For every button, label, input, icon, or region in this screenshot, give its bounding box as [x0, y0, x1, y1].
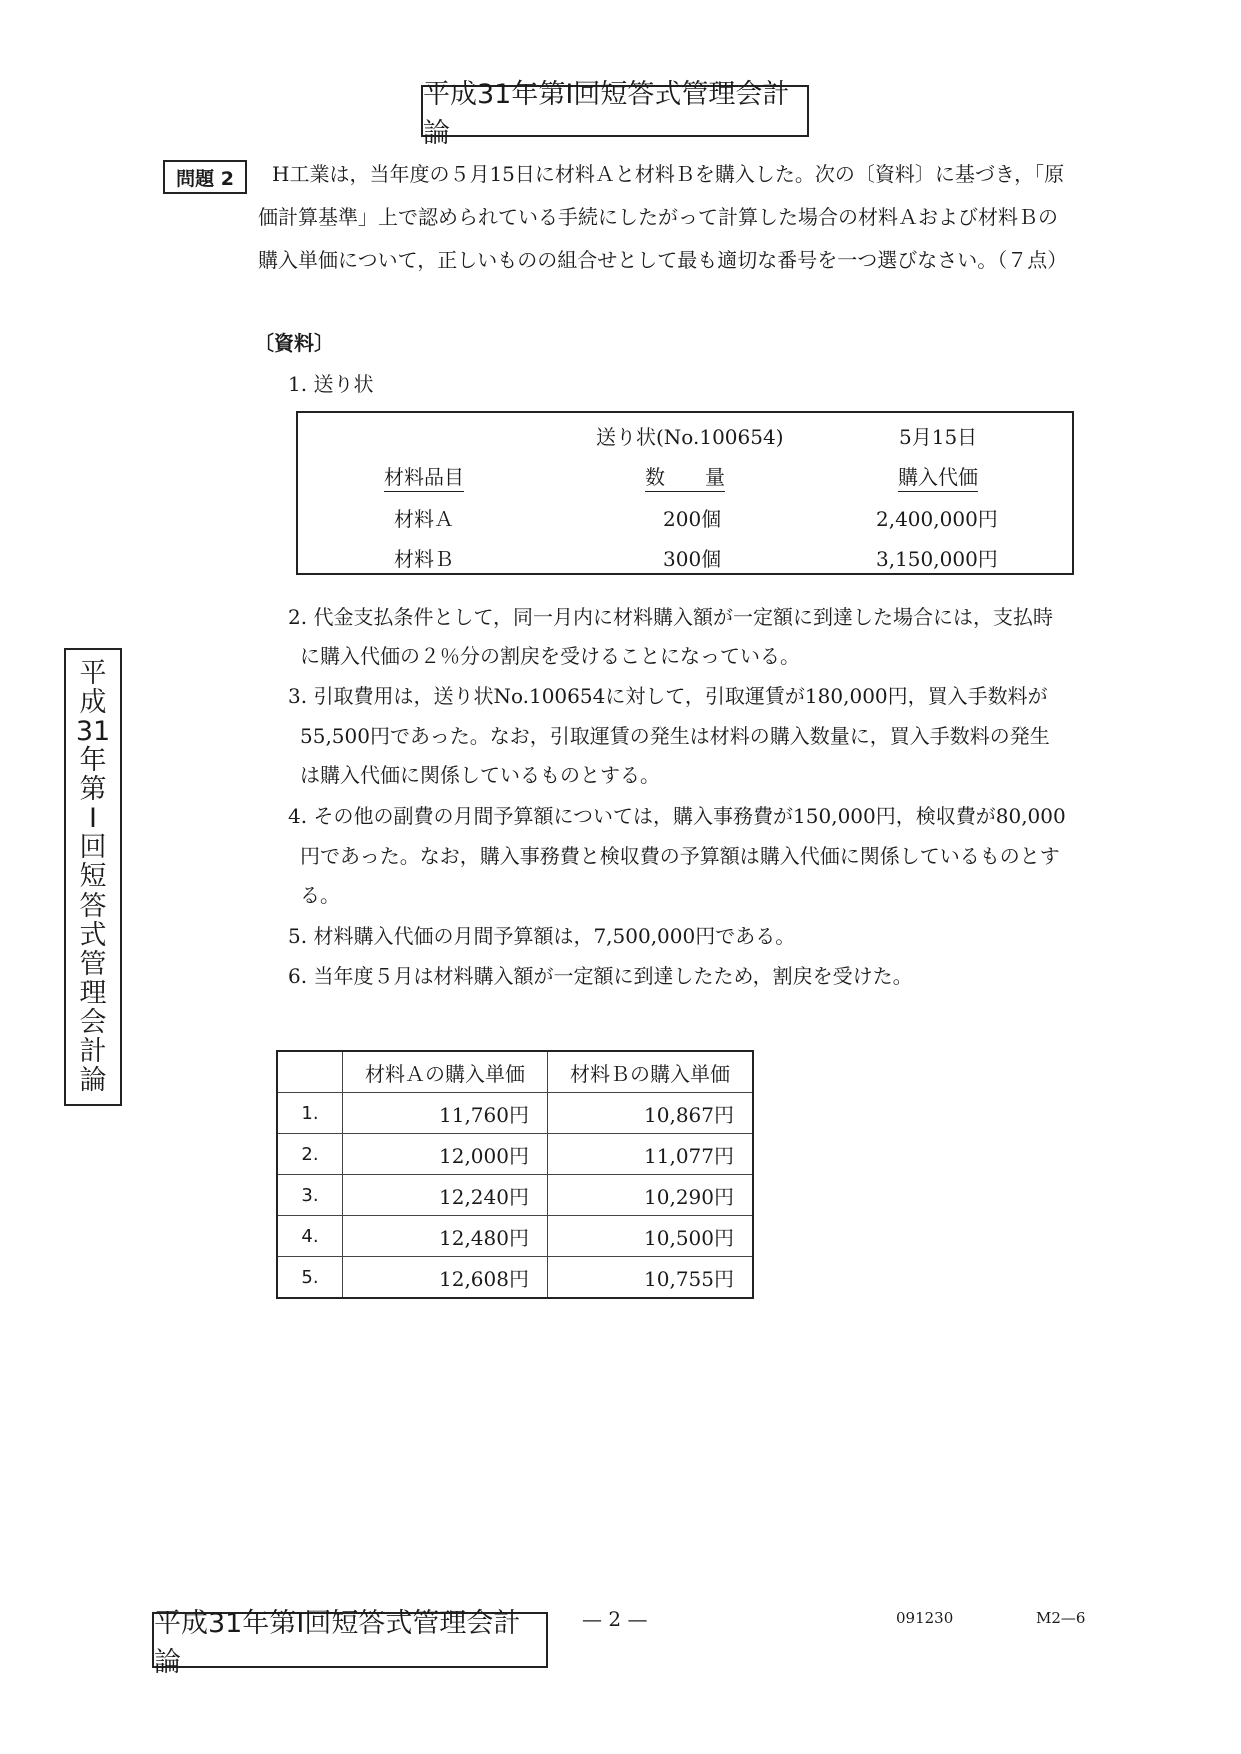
side-char: 回: [79, 832, 107, 864]
materials-item-5: 5. 材料購入代価の月間予算額は，7,500,000円である。: [288, 924, 796, 948]
choice-material-b-price: 10,755円: [547, 1257, 753, 1299]
side-char: Ⅰ: [89, 803, 97, 835]
invoice-header-item: 材料品目: [384, 461, 464, 492]
invoice-row-b-quantity: 300個: [663, 547, 722, 571]
footer-exam-title: [152, 1608, 548, 1678]
choice-material-a-price: 11,760円: [343, 1093, 548, 1134]
document-code: 091230: [896, 1609, 954, 1627]
choices-header-number: [277, 1051, 343, 1093]
choice-row: [277, 1216, 753, 1257]
choice-row: [277, 1093, 753, 1134]
choice-number: 1.: [277, 1093, 343, 1134]
materials-heading: 〔資料〕: [254, 331, 334, 355]
exam-title-header: [421, 79, 809, 149]
side-char: 第: [79, 774, 107, 806]
materials-item-4-line-3: る。: [300, 883, 340, 907]
invoice-row-a-item: 材料Ａ: [394, 507, 454, 531]
side-char: 会: [79, 1006, 107, 1038]
materials-item-6: 6. 当年度５月は材料購入額が一定額に到達したため，割戻を受けた。: [288, 964, 913, 988]
materials-item-2-line-2: に購入代価の２％分の割戻を受けることになっている。: [300, 644, 800, 668]
choice-row: [277, 1175, 753, 1216]
choice-material-b-price: 10,500円: [547, 1216, 753, 1257]
invoice-header-quantity: 数 量: [645, 461, 725, 492]
question-line-1: H工業は，当年度の５月15日に材料Ａと材料Ｂを購入した。次の〔資料〕に基づき，「原: [272, 162, 1065, 186]
materials-item-3-line-3: は購入代価に関係しているものとする。: [300, 763, 660, 787]
choices-header-material-b: 材料Ｂの購入単価: [547, 1051, 753, 1093]
side-char: 答: [79, 890, 107, 922]
invoice-date: 5月15日: [899, 425, 978, 449]
choice-material-a-price: 12,240円: [343, 1175, 548, 1216]
invoice-row-a-price: 2,400,000円: [876, 507, 998, 531]
invoice-header-price: 購入代価: [898, 461, 978, 492]
side-char: 成: [79, 687, 107, 719]
side-char: 管: [79, 948, 107, 980]
choice-number: 5.: [277, 1257, 343, 1299]
choice-material-b-price: 10,290円: [547, 1175, 753, 1216]
question-line-3: 購入単価について，正しいものの組合せとして最も適切な番号を一つ選びなさい。（７点）: [258, 248, 1068, 272]
materials-item-3-line-1: 3. 引取費用は，送り状No.100654に対して，引取運賃が180,000円，買入手数料が: [288, 684, 1048, 708]
side-char: 理: [79, 977, 107, 1009]
choices-header-row: [277, 1051, 753, 1093]
page-number: — 2 —: [582, 1607, 648, 1631]
side-char: 年: [79, 745, 107, 777]
side-char: 論: [79, 1064, 107, 1096]
choice-material-a-price: 12,480円: [343, 1216, 548, 1257]
choice-material-b-price: 10,867円: [547, 1093, 753, 1134]
materials-item-3-line-2: 55,500円であった。なお，引取運賃の発生は材料の購入数量に，買入手数料の発生: [300, 724, 1050, 748]
side-char: 計: [79, 1035, 107, 1067]
invoice-row-b-item: 材料Ｂ: [394, 547, 454, 571]
sheet-code: M2—6: [1036, 1609, 1086, 1627]
side-char: 式: [79, 919, 107, 951]
choice-material-a-price: 12,000円: [343, 1134, 548, 1175]
question-number-label: [163, 160, 247, 194]
choice-material-b-price: 11,077円: [547, 1134, 753, 1175]
question-line-2: 価計算基準」上で認められている手続にしたがって計算した場合の材料Ａおよび材料Ｂの: [258, 205, 1058, 229]
materials-item-4-line-1: 4. その他の副費の月間予算額については，購入事務費が150,000円，検収費が80,000: [288, 804, 1066, 828]
invoice-row-a-quantity: 200個: [663, 507, 722, 531]
side-char: 短: [79, 861, 107, 893]
side-exam-title: [64, 648, 122, 1106]
choice-number: 4.: [277, 1216, 343, 1257]
choice-row: [277, 1134, 753, 1175]
materials-item-2-line-1: 2. 代金支払条件として，同一月内に材料購入額が一定額に到達した場合には，支払時: [288, 605, 1054, 629]
choice-number: 3.: [277, 1175, 343, 1216]
footer-exam-title-text: 平成31年第Ⅰ回短答式管理会計論: [154, 1608, 521, 1678]
choice-row: [277, 1257, 753, 1299]
answer-choices-table: [276, 1050, 754, 1299]
invoice-box: [296, 411, 1074, 575]
choice-number: 2.: [277, 1134, 343, 1175]
choice-material-a-price: 12,608円: [343, 1257, 548, 1299]
choices-header-material-a: 材料Ａの購入単価: [343, 1051, 548, 1093]
side-char: 31: [75, 716, 111, 748]
side-char: 平: [79, 658, 107, 689]
materials-item-4-line-2: 円であった。なお，購入事務費と検収費の予算額は購入代価に関係しているものとす: [300, 844, 1060, 868]
invoice-number: 送り状(No.100654): [596, 425, 784, 449]
exam-title-text: 平成31年第Ⅰ回短答式管理会計論: [423, 79, 790, 149]
materials-item-1-label: 1. 送り状: [288, 372, 374, 396]
invoice-row-b-price: 3,150,000円: [876, 547, 998, 571]
question-number-text: 問題 2: [176, 167, 234, 190]
